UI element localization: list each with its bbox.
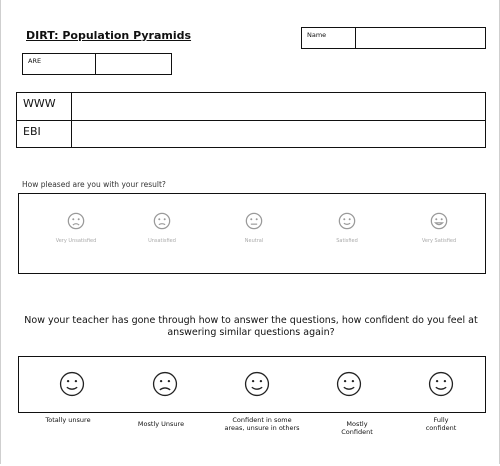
happy-face-icon [430,212,448,230]
option-label: Confident in some areas, unsure in others [224,416,300,432]
name-input[interactable] [356,28,485,48]
option-neutral[interactable] [209,212,299,244]
confidence-question: Now your teacher has gone through how to answer the questions, how confident do you feel at answering similar questions again? [24,315,478,338]
option-satisfied[interactable] [302,212,392,244]
option-very-unsatisfied[interactable] [31,212,121,244]
option-label: Satisfied [336,238,358,244]
option-mostly-confident[interactable] [336,371,362,401]
www-row [17,93,485,120]
option-unsatisfied[interactable] [117,212,207,244]
are-input[interactable] [96,54,171,74]
smiley-face-icon [59,371,85,397]
happy-face-icon [338,212,356,230]
option-label: Very Satisfied [421,238,457,244]
www-ebi-table [16,92,486,148]
option-confident-some-areas[interactable] [244,371,270,401]
confidence-scale [18,356,486,413]
ebi-input[interactable] [72,121,485,147]
neutral-face-icon [245,212,263,230]
option-totally-unsure[interactable] [59,371,85,401]
name-label: Name [302,28,356,48]
option-label: Very Unsatisfied [55,238,97,244]
option-very-satisfied[interactable] [394,212,484,244]
option-label: Fully confident [425,416,457,432]
option-label: Unsatisfied [148,238,176,244]
are-field[interactable] [22,53,172,75]
sad-face-icon [153,212,171,230]
option-label: Mostly Confident [341,420,373,436]
option-label: Neutral [244,238,264,244]
smiley-face-icon [244,371,270,397]
option-label: Totally unsure [45,416,91,424]
sad-face-icon [67,212,85,230]
smiley-face-icon [336,371,362,397]
sad-face-icon [152,371,178,397]
page-title: DIRT: Population Pyramids [26,29,192,42]
option-fully-confident[interactable] [428,371,454,401]
are-label: ARE [23,54,96,74]
satisfaction-question: How pleased are you with your result? [22,180,166,189]
name-field[interactable] [301,27,486,49]
satisfaction-scale [18,193,486,274]
www-label: WWW [17,93,72,120]
www-input[interactable] [72,93,485,120]
smiley-face-icon [428,371,454,397]
ebi-label: EBI [17,121,72,147]
option-mostly-unsure[interactable] [152,371,178,401]
option-label: Mostly Unsure [137,420,185,428]
ebi-row [17,120,485,147]
